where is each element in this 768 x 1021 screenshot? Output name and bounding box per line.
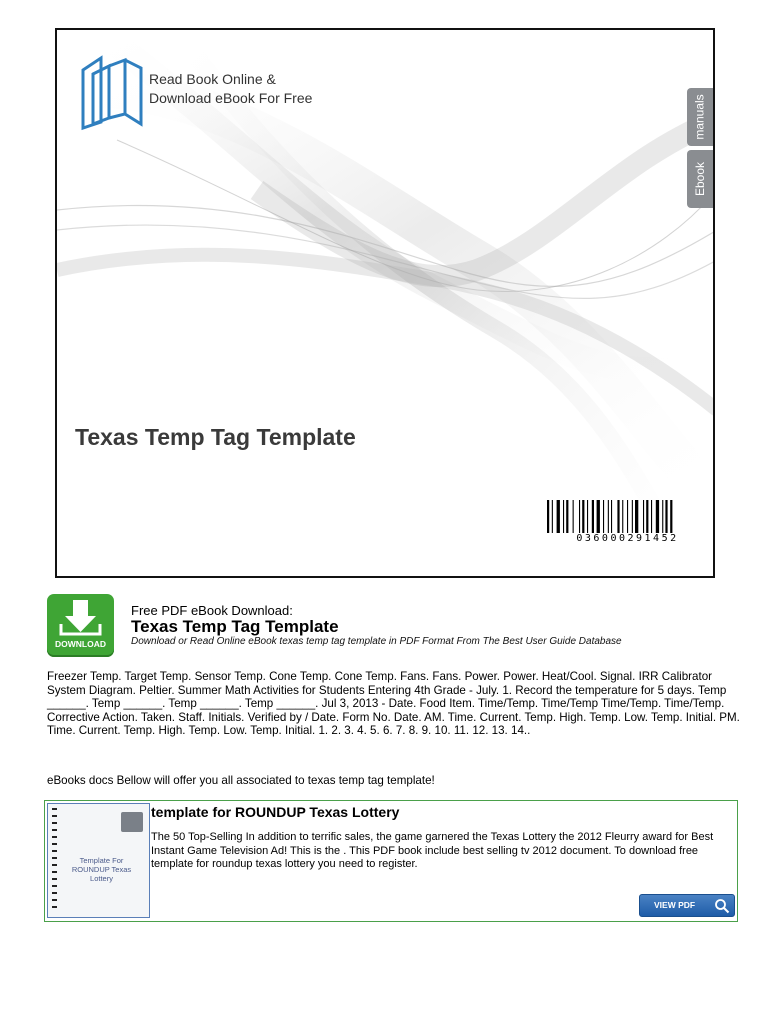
barcode-bar	[662, 500, 663, 534]
logo-line-1: Read Book Online &	[149, 71, 276, 87]
barcode-bar	[670, 500, 672, 534]
logo-line-2: Download eBook For Free	[149, 90, 313, 106]
barcode-bar	[603, 500, 604, 534]
view-pdf-label: VIEW PDF	[654, 900, 696, 910]
related-ebook-card	[44, 800, 738, 922]
barcode-bar	[617, 500, 619, 534]
barcode-bar	[665, 500, 667, 534]
thumbnail-line-2: ROUNDUP Texas	[71, 865, 132, 874]
logo-text	[149, 70, 312, 108]
barcode-bar	[622, 500, 623, 534]
barcode-bar	[627, 500, 628, 534]
tab-manuals-label: manuals	[693, 94, 708, 140]
barcode-bar	[632, 500, 633, 534]
barcode-bar	[557, 500, 560, 534]
barcode-bar	[573, 500, 574, 534]
page-title: Texas Temp Tag Template	[131, 617, 339, 636]
barcode-bar	[563, 500, 564, 534]
barcode-bar	[608, 500, 609, 534]
barcode-bar	[582, 500, 584, 534]
cover-wave-graphic	[57, 30, 715, 578]
barcode-bar	[552, 500, 553, 534]
thumbnail-text	[56, 856, 147, 883]
tab-ebook-label: Ebook	[693, 161, 707, 197]
cover-title: Texas Temp Tag Template	[75, 424, 356, 450]
view-pdf-button[interactable]	[639, 894, 735, 917]
tab-ebook	[687, 150, 713, 208]
description-text: Freezer Temp. Target Temp. Sensor Temp. Cone Temp. Cone Temp. Fans. Fans. Power. Power. Heat/Cool. Signal. IRR Calibrator System Diagram. Peltier. Summer Math Activities for Students Entering 4th Grade - July. 1. Record the temperature for 5 days. Temp ______. Temp ______. Temp ______. Temp ______. Jul 3, 2013 - Date. Food Item. Time/Temp. Time/Temp Time/Temp. Time/Temp. Corrective Action. Taken. Staff. Initials. Verified by / Date. Form No. Date. AM. Time. Current. Temp. High. Temp. Low. Temp. Initial. PM. Time. Current. Temp. High. Temp. Low. Temp. Initial. 1. 2. 3. 4. 5. 6. 7. 8. 9. 10. 11. 12. 13. 14..	[47, 670, 740, 737]
barcode-bar	[611, 500, 612, 534]
download-badge-label: DOWNLOAD	[55, 639, 106, 649]
related-description: The 50 Top-Selling In addition to terrific sales, the game garnered the Texas Lottery the 2012 Fleurry award for Best Instant Game Television Ad! This is the . This PDF book include best selling tv 2012 document. To download free template for roundup texas lottery you need to register.	[151, 831, 714, 870]
barcode-bar	[547, 500, 549, 534]
download-badge[interactable]	[47, 594, 114, 657]
thumbnail-line-3: Lottery	[90, 874, 113, 883]
barcode-bar	[587, 500, 588, 534]
barcode-bar	[643, 500, 644, 534]
barcode-bar	[651, 500, 652, 534]
barcode-bar	[597, 500, 600, 534]
related-title: template for ROUNDUP Texas Lottery	[151, 804, 400, 820]
download-icon	[47, 594, 114, 640]
barcode-bar	[635, 500, 638, 534]
thumbnail-corner-graphic	[121, 812, 143, 832]
book-logo-icon	[79, 52, 145, 132]
tab-manuals	[687, 88, 713, 146]
barcode-bar	[579, 500, 580, 534]
free-pdf-label: Free PDF eBook Download:	[131, 603, 293, 618]
ebook-thumbnail[interactable]	[47, 803, 150, 918]
barcode-bar	[592, 500, 594, 534]
thumbnail-line-1: Template For	[79, 856, 124, 865]
offer-text: eBooks docs Bellow will offer you all associated to texas temp tag template!	[47, 774, 435, 787]
barcode-bar	[646, 500, 648, 534]
page-subtitle: Download or Read Online eBook texas temp tag template in PDF Format From The Best User Guide Database	[131, 636, 622, 647]
barcode-number: 036000291452	[545, 533, 710, 545]
barcode-graphic	[545, 500, 710, 534]
barcode-bar	[656, 500, 659, 534]
magnifier-icon	[714, 898, 730, 914]
barcode-bar	[566, 500, 568, 534]
book-cover	[55, 28, 715, 578]
